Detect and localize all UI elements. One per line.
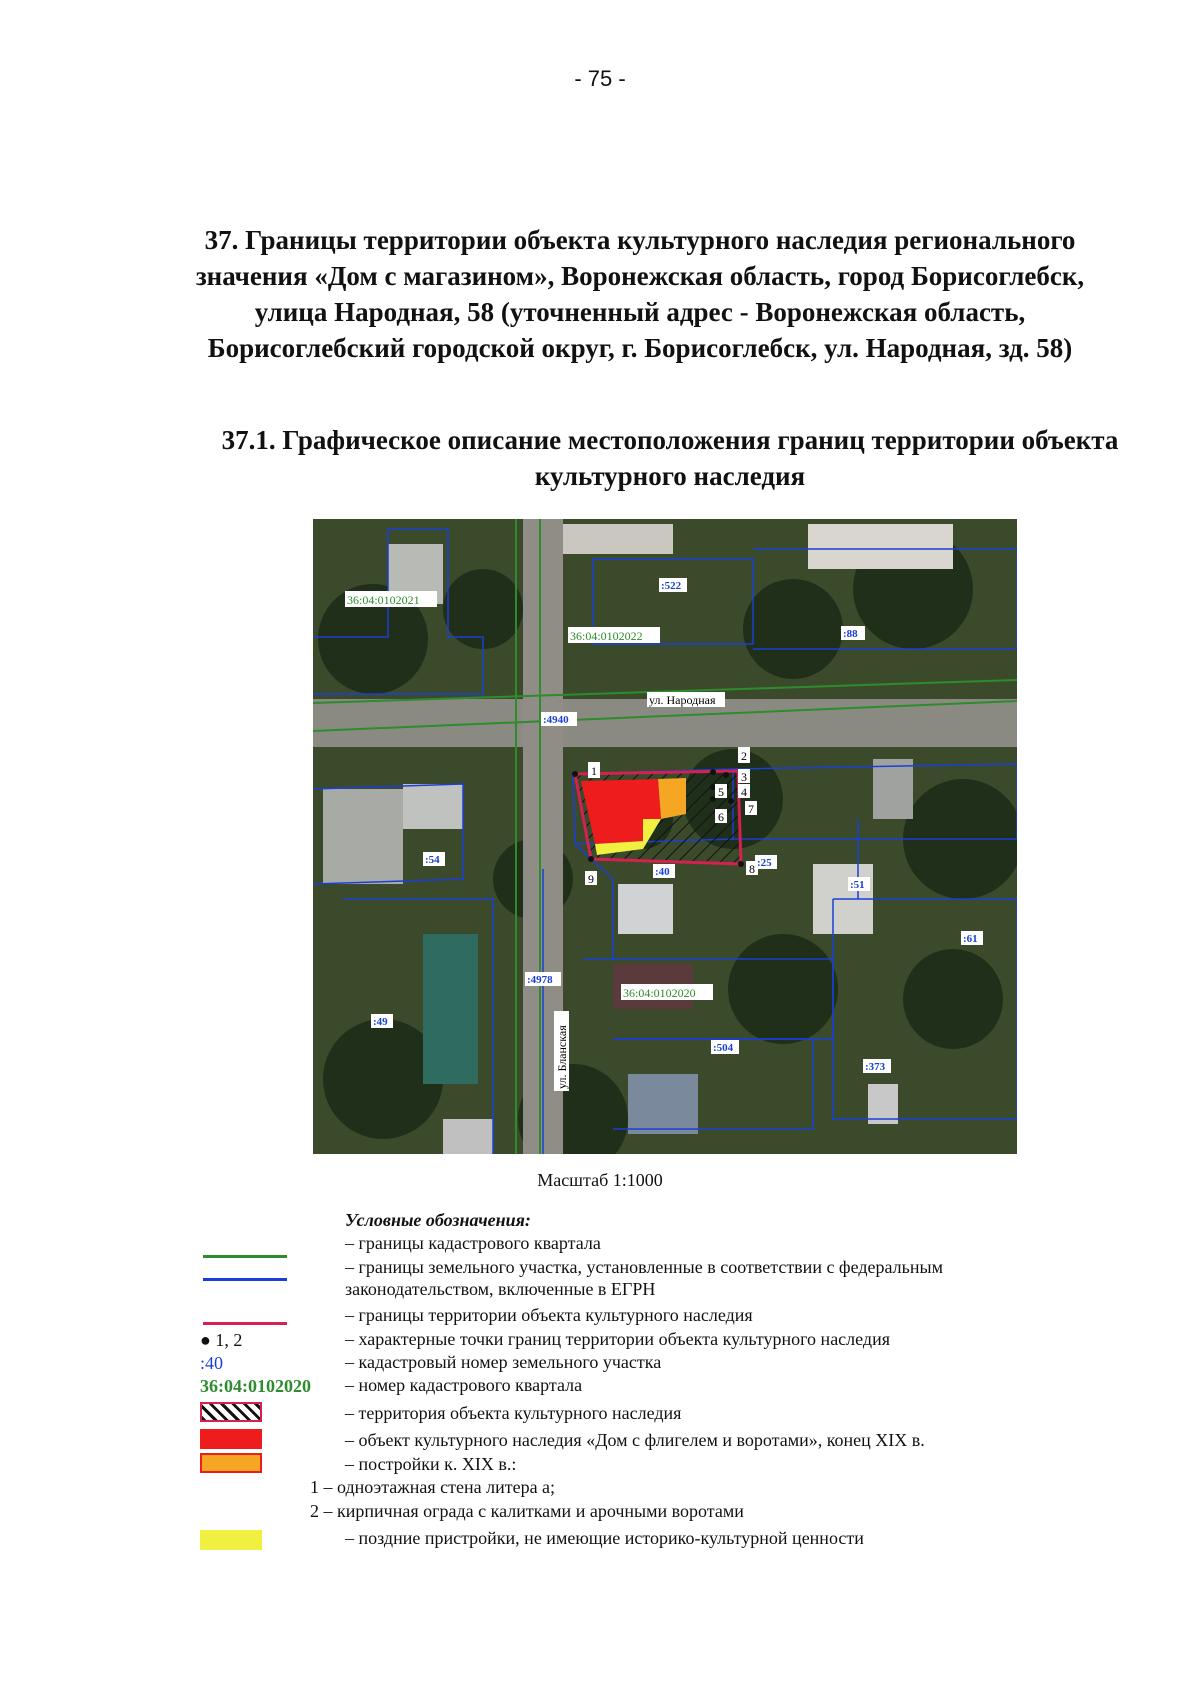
point-label: 5 [718, 785, 724, 799]
point-label: 1 [591, 764, 597, 778]
legend-quarter-symbol: 36:04:0102020 [200, 1376, 311, 1396]
parcel-label: :522 [661, 580, 682, 592]
legend-item: 2 – кирпичная ограда с калитками и арочными воротами [310, 1501, 744, 1521]
point-label: 4 [741, 785, 747, 799]
point-label: 9 [588, 872, 594, 886]
legend-late-box [200, 1530, 262, 1550]
legend-object-box [200, 1429, 262, 1449]
legend-item: 1 – одноэтажная стена литера а; [310, 1477, 556, 1497]
quarter-label: 36:04:0102020 [623, 986, 696, 1000]
page-number: - 75 - [574, 66, 626, 91]
legend-quarter-line [203, 1255, 287, 1258]
parcel-label: :54 [425, 854, 440, 866]
legend-heritage-line [203, 1322, 287, 1325]
parcel-label: :25 [757, 857, 772, 869]
point-label: 8 [749, 862, 755, 876]
legend-hatch-box [200, 1402, 262, 1422]
legend-item: – кадастровый номер земельного участка [345, 1352, 662, 1372]
street-label: ул. Народная [649, 693, 716, 707]
parcel-label: :4940 [543, 714, 569, 726]
point-label: 2 [741, 749, 747, 763]
legend-parcel-line [203, 1278, 287, 1281]
point-label: 7 [748, 802, 754, 816]
point-label: 3 [741, 770, 747, 784]
point-label: 6 [718, 810, 724, 824]
quarter-label: 36:04:0102022 [570, 629, 643, 643]
parcel-label: :40 [655, 866, 670, 878]
legend-item: – территория объекта культурного наследия [345, 1403, 682, 1423]
parcel-label: :504 [713, 1042, 734, 1054]
legend-old-box [200, 1453, 262, 1473]
cadastral-map [313, 519, 1017, 1154]
parcel-label: :61 [963, 933, 978, 945]
legend-item: – объект культурного наследия «Дом с флигелем и воротами», конец XIX в. [345, 1430, 925, 1450]
parcel-label: :88 [843, 628, 858, 640]
legend-item: – границы территории объекта культурного наследия [345, 1305, 753, 1325]
legend-item: – постройки к. XIX в.: [345, 1454, 517, 1474]
parcel-label: :4978 [527, 974, 553, 986]
legend-item: – характерные точки границ территории объекта культурного наследия [345, 1329, 890, 1349]
legend-parcel-symbol: :40 [200, 1353, 224, 1373]
section-title: 37. Границы территории объекта культурного наследия регионального значения «Дом с магазином», Воронежская область, город Борисоглебск, улица Народная, 58 (уточненный адрес - Воронежская область, Борисоглебский городской округ, г. Борисоглебск, ул. Народная, зд. 58) [195, 225, 1085, 363]
legend-item: – границы земельного участка, установленные в соответствии с федеральным законодательством, включенные в ЕГРН [345, 1257, 943, 1299]
legend-title: Условные обозначения: [345, 1210, 531, 1230]
legend-points-symbol: ● 1, 2 [200, 1330, 243, 1350]
parcel-label: :51 [850, 879, 865, 891]
parcel-label: :49 [373, 1016, 388, 1028]
legend-item: – поздние пристройки, не имеющие историко-культурной ценности [345, 1528, 864, 1548]
legend-item: – границы кадастрового квартала [345, 1233, 601, 1253]
street-label: ул. Бланская [555, 1025, 569, 1089]
legend-item: – номер кадастрового квартала [345, 1375, 583, 1395]
section-subtitle: 37.1. Графическое описание местоположения границ территории объекта культурного наследия [221, 425, 1119, 491]
map-scale: Масштаб 1:1000 [537, 1170, 663, 1190]
parcel-label: :373 [865, 1061, 886, 1073]
old-building [658, 778, 686, 819]
quarter-label: 36:04:0102021 [347, 593, 420, 607]
